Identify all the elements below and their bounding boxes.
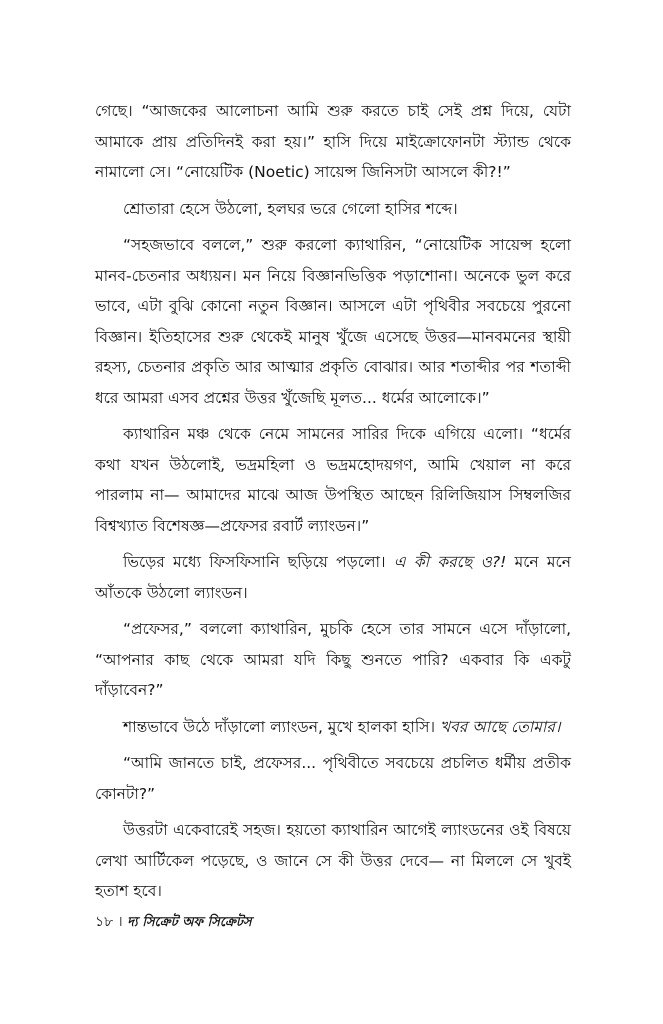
paragraph: উত্তরটা একেবারেই সহজ। হয়তো ক্যাথারিন আগেই ল্যাংডনের ওই বিষয়ে লেখা আর্টিকেল পড়েছে, ও জানে সে কী উত্তর দেবে— না মিললে সে খুবই হতাশ হবে। <box>95 821 571 900</box>
paragraph: “সহজভাবে বললে,” শুরু করলো ক্যাথারিন, “নোয়েটিক সায়েন্স হলো মানব-চেতনার অধ্যয়ন। মন নিয়ে বিজ্ঞানভিত্তিক পড়াশোনা। অনেকে ভুল করে ভাবে, এটা বুঝি কোনো নতুন বিজ্ঞান। আসলে এটা পৃথিবীর সবচেয়ে পুরনো বিজ্ঞান। ইতিহাসের শুরু থেকেই মানুষ খুঁজে এসেছে উত্তর—মানবমনের স্থায়ী রহস্য, চেতনার প্রকৃতি আর আত্মার প্রকৃতি বোঝার। আর শতাব্দীর পর শতাব্দী ধরে আমরা এসব প্রশ্নের উত্তর খুঁজেছি মূলত... ধর্মের আলোকে।” <box>95 236 571 407</box>
paragraph <box>95 547 571 608</box>
italic-thought: এ কী করছে ও?! <box>393 553 507 571</box>
paragraph: শ্রোতারা হেসে উঠলো, হলঘর ভরে গেলো হাসির শব্দে। <box>123 199 458 218</box>
paragraph: “আমি জানতে চাই, প্রফেসর... পৃথিবীতে সবচেয়ে প্রচলিত ধর্মীয় প্রতীক কোনটা?” <box>95 754 571 803</box>
paragraph: গেছে। “আজকের আলোচনা আমি শুরু করতে চাই সেই প্রশ্ন দিয়ে, যেটা আমাকে প্রায় প্রতিদিনই করা হয়।” হাসি দিয়ে মাইক্রোফোনটা স্ট্যান্ড থেকে নামালো সে। “নোয়েটিক (Noetic) সায়েন্স জিনিসটা আসলে কী?!” <box>95 102 571 181</box>
paragraph <box>95 712 571 743</box>
paragraph: ক্যাথারিন মঞ্চ থেকে নেমে সামনের সারির দিকে এগিয়ে এলো। “ধর্মের কথা যখন উঠলোই, ভদ্রমহিলা ও ভদ্রমহোদয়গণ, আমি খেয়াল না করে পারলাম না— আমাদের মাঝে আজ উপস্থিত আছেন রিলিজিয়াস সিম্বলজির বিশ্বখ্যাত বিশেষজ্ঞ—প্রফেসর রবার্ট ল্যাংডন।” <box>95 425 571 535</box>
paragraph-text: মনে মনে আঁতকে উঠলো ল্যাংডন। <box>95 553 571 602</box>
footer-separator: । <box>117 914 123 930</box>
paragraph: “প্রফেসর,” বললো ক্যাথারিন, মুচকি হেসে তার সামনে এসে দাঁড়ালো, “আপনার কাছ থেকে আমরা যদি কিছু শুনতে পারি? একবার কি একটু দাঁড়াবেন?” <box>95 620 571 699</box>
page-number: ১৮ <box>95 914 114 930</box>
body-text <box>95 96 571 913</box>
paragraph-text: শান্তভাবে উঠে দাঁড়ালো ল্যাংডন, মুখে হালকা হাসি। <box>123 717 440 736</box>
paragraph-text: ভিড়ের মধ্যে ফিসফিসানি ছড়িয়ে পড়লো। <box>123 553 394 571</box>
italic-thought: খবর আছে তোমার। <box>440 717 561 736</box>
running-book-title: দ্য সিক্রেট অফ সিক্রেটস <box>127 915 252 930</box>
page-footer <box>95 910 571 934</box>
